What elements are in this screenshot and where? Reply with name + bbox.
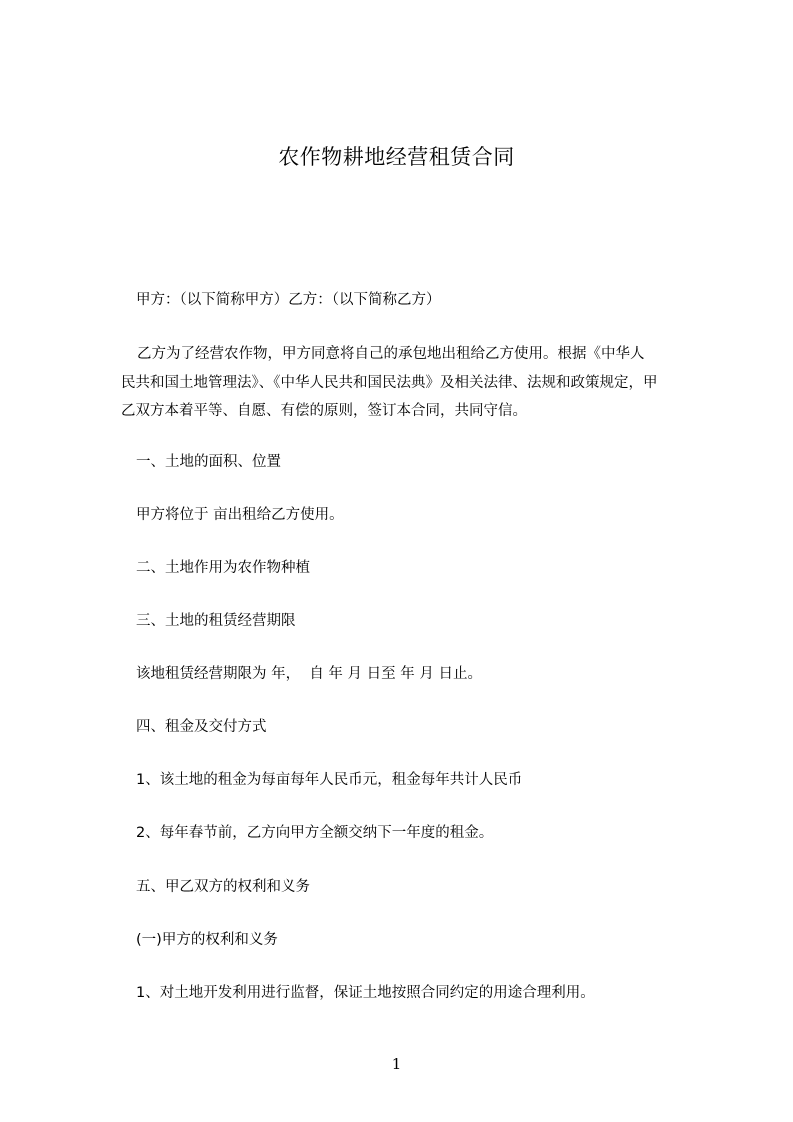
intro-line: 乙双方本着平等、自愿、有偿的原则，签订本合同，共同守信。	[121, 403, 527, 419]
section-5-subheading: (一)甲方的权利和义务	[136, 932, 278, 948]
document-title: 农作物耕地经营租赁合同	[278, 145, 515, 169]
section-2-heading: 二、土地作用为农作物种植	[136, 560, 310, 576]
section-4-item-1: 1、该土地的租金为每亩每年人民币元，租金每年共计人民币	[136, 772, 523, 788]
intro-paragraph	[121, 340, 683, 426]
parties-line: 甲方：（以下简称甲方）乙方：（以下简称乙方）	[136, 292, 441, 308]
section-3-heading: 三、土地的租赁经营期限	[136, 613, 296, 629]
section-3-text: 该地租赁经营期限为 年， 自 年 月 日至 年 月 日止。	[136, 666, 482, 682]
section-4-heading: 四、租金及交付方式	[136, 719, 267, 735]
intro-line: 民共和国土地管理法》、《中华人民共和国民法典》及相关法律、法规和政策规定，甲	[121, 374, 658, 391]
section-1-text: 甲方将位于 亩出租给乙方使用。	[136, 507, 344, 523]
section-5-heading: 五、甲乙双方的权利和义务	[136, 879, 310, 895]
page-number: 1	[391, 1055, 402, 1073]
intro-line: 乙方为了经营农作物，甲方同意将自己的承包地出租给乙方使用。根据《中华人	[137, 346, 645, 362]
section-5-item-1: 1、对土地开发利用进行监督，保证土地按照合同约定的用途合理利用。	[136, 985, 595, 1001]
section-4-item-2: 2、每年春节前，乙方向甲方全额交纳下一年度的租金。	[136, 825, 494, 841]
section-1-heading: 一、土地的面积、位置	[136, 454, 281, 470]
